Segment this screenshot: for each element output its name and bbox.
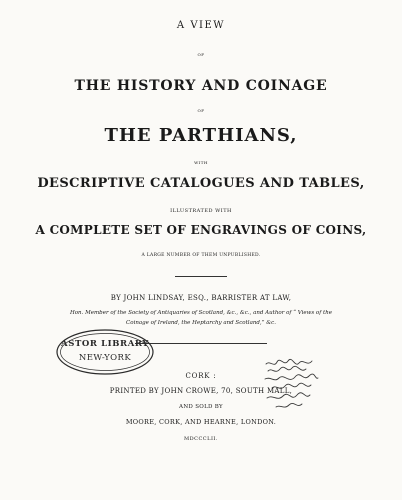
title-line-of-2: OF: [197, 108, 205, 113]
imprint-printed-by: PRINTED BY JOHN CROWE, 70, SOUTH MALL,: [109, 387, 293, 395]
imprint-booksellers: MOORE, CORK, AND HEARNE, LONDON.: [125, 418, 277, 426]
title-line-of-1: OF: [197, 52, 205, 57]
title-line-complete-set: A COMPLETE SET OF ENGRAVINGS OF COINS,: [35, 223, 367, 237]
imprint-date: MDCCCLII.: [184, 436, 218, 442]
title-line-illustrated: ILLUSTRATED WITH: [170, 208, 232, 214]
author-honors-1: Hon. Member of the Society of Antiquaries of Scotland, &c., &c., and Author of “ Views of the: [69, 310, 333, 316]
library-stamp: [55, 328, 155, 376]
title-line-a-view: A VIEW: [176, 20, 226, 31]
divider-rule-top: [175, 276, 227, 277]
author-honors-2: Coinage of Ireland, the Heptarchy and Scotland,” &c.: [126, 320, 276, 326]
title-line-descriptive: DESCRIPTIVE CATALOGUES AND TABLES,: [37, 176, 365, 191]
imprint-city: CORK :: [185, 372, 217, 380]
title-line-history: THE HISTORY AND COINAGE: [74, 78, 328, 94]
library-stamp-line-2: NEW-YORK: [78, 353, 132, 363]
library-stamp-line-1: ASTOR LIBRARY: [61, 339, 149, 349]
title-line-large-number: A LARGE NUMBER OF THEM UNPUBLISHED.: [141, 253, 261, 258]
library-stamp-oval: [55, 328, 155, 376]
title-line-parthians: THE PARTHIANS,: [104, 125, 298, 146]
imprint-sold-by: AND SOLD BY: [179, 404, 223, 410]
title-line-with: WITH: [194, 160, 208, 165]
author-byline: BY JOHN LINDSAY, ESQ., BARRISTER AT LAW,: [110, 294, 292, 302]
